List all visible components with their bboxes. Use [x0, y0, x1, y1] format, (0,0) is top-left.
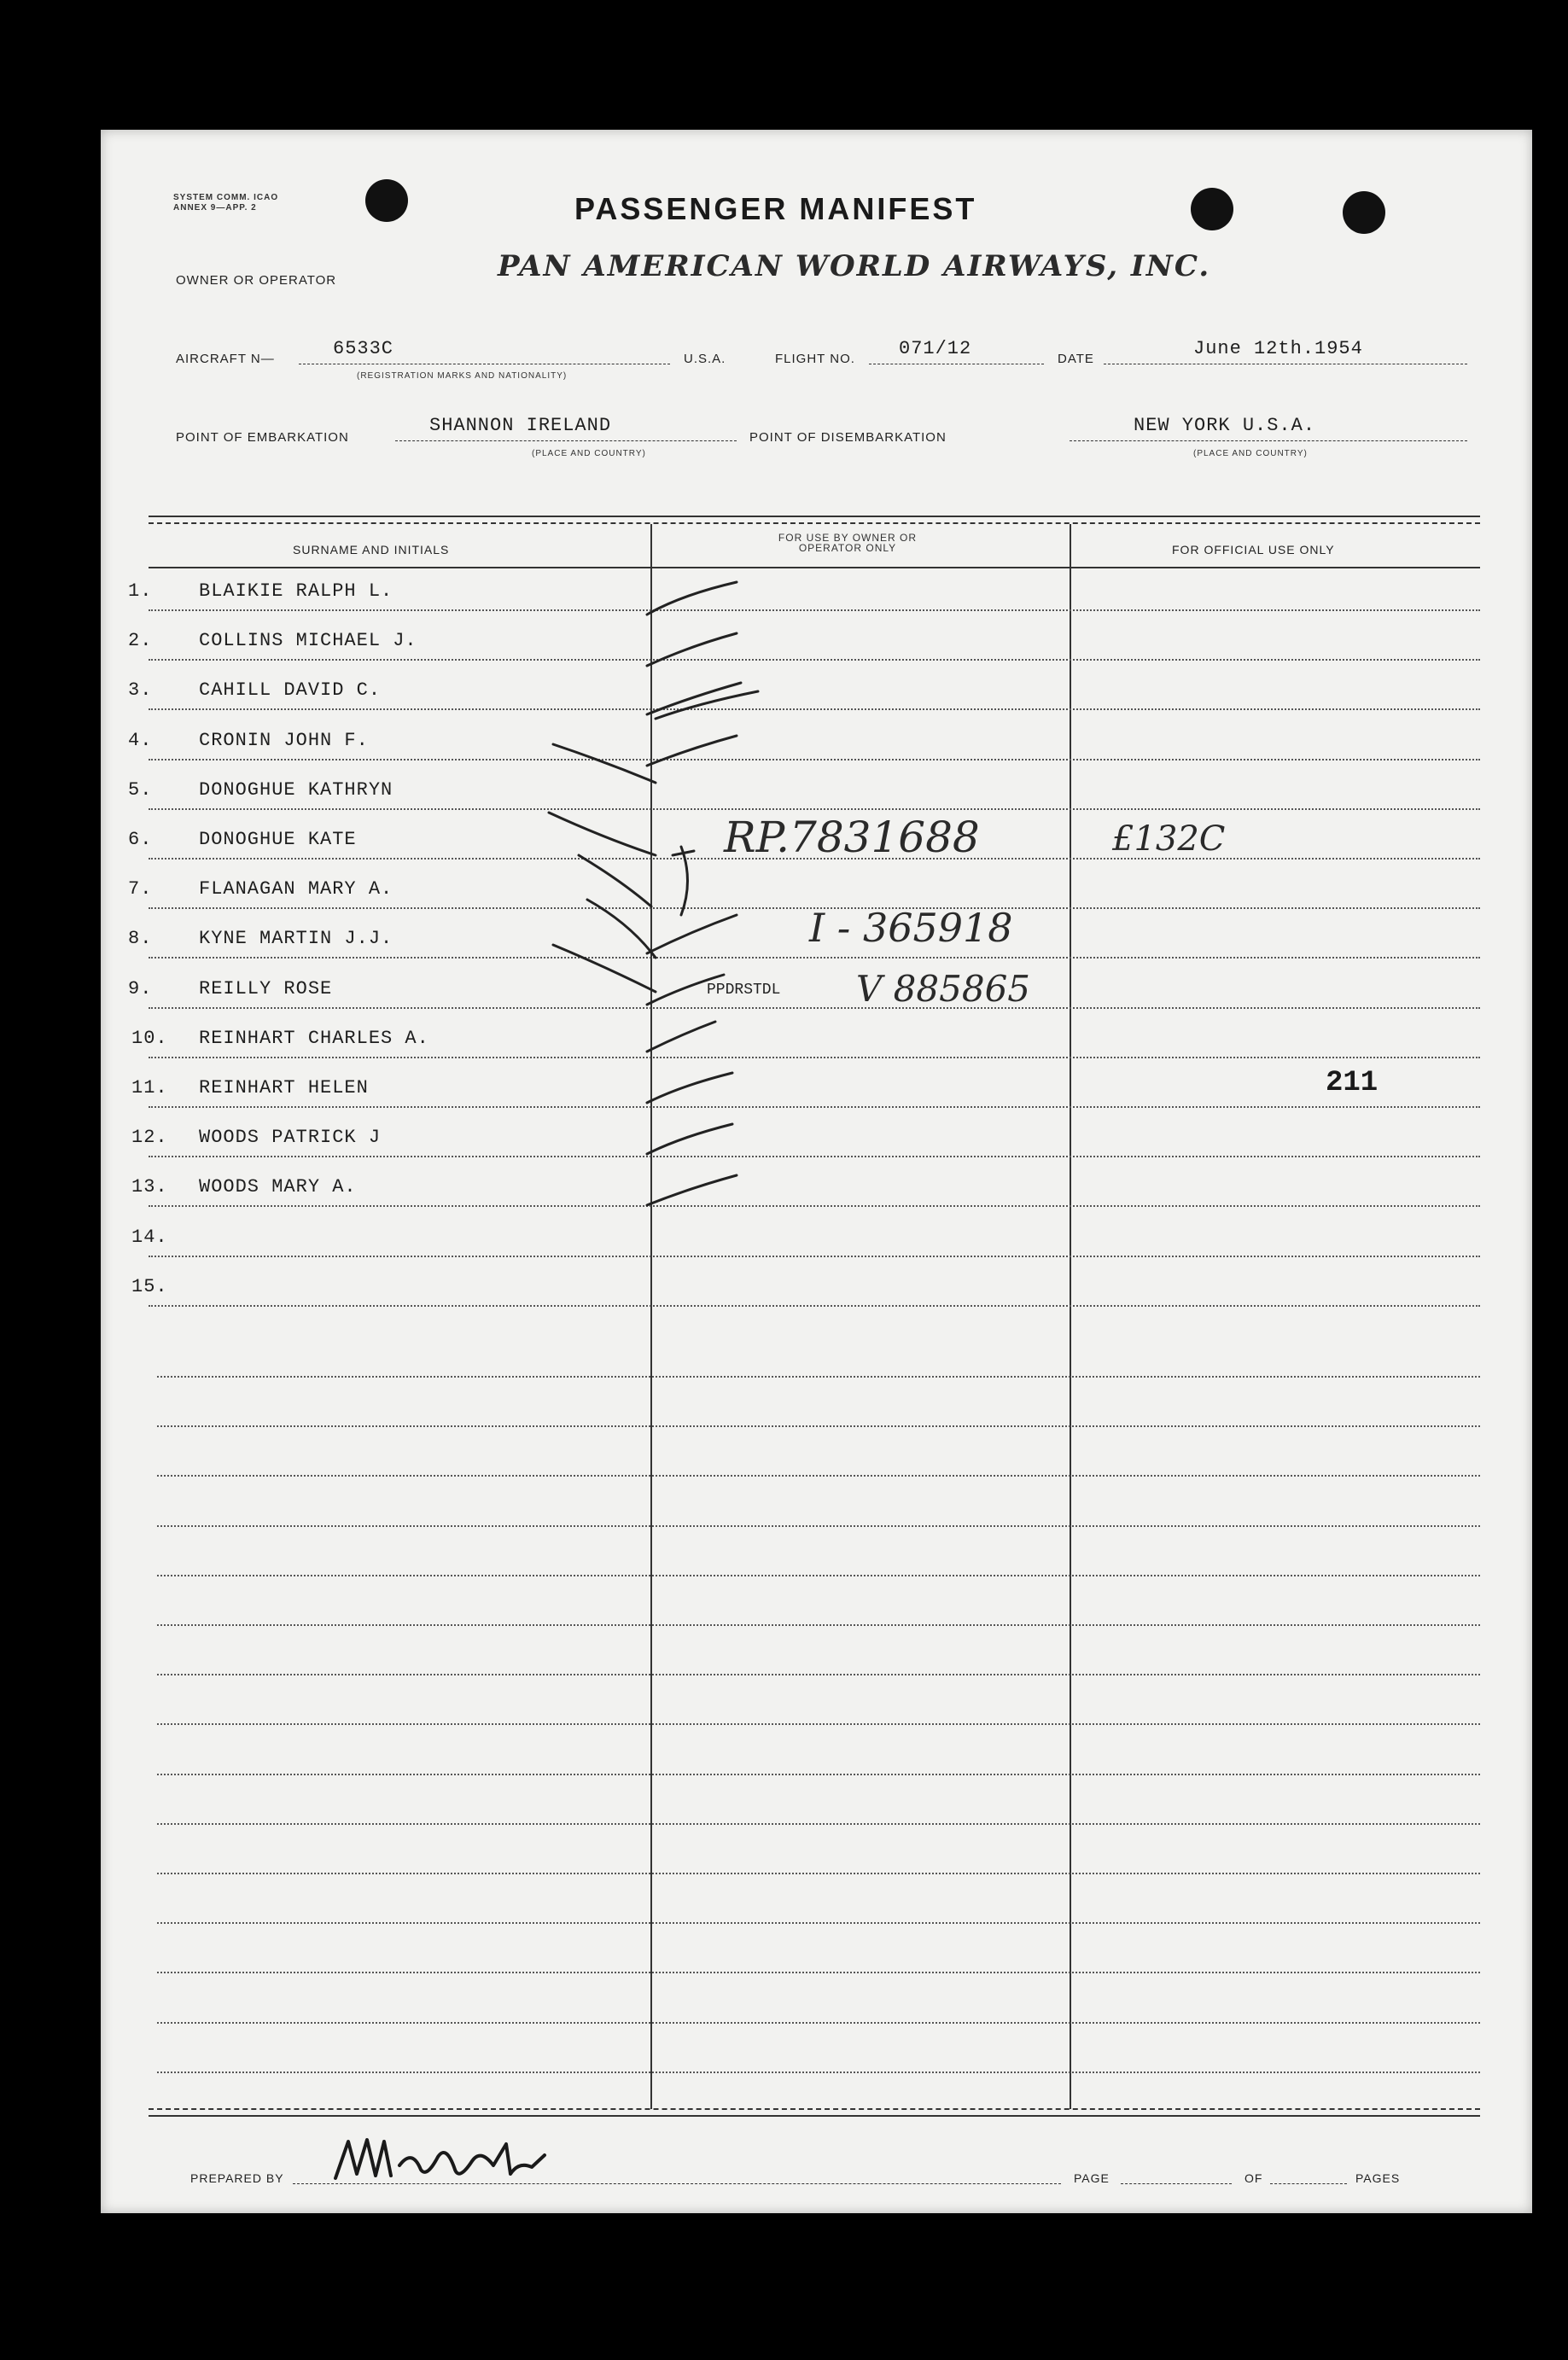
blank-rule: [157, 1475, 1480, 1477]
table-top-rule: [149, 516, 1480, 517]
official-use-value: 211: [1326, 1067, 1379, 1099]
page-title: PASSENGER MANIFEST: [574, 191, 977, 226]
punch-hole-right-1: [1191, 188, 1233, 230]
row-number: 1.: [128, 580, 153, 602]
passenger-name: WOODS PATRICK J: [199, 1127, 382, 1149]
form-code: SYSTEM COMM. ICAO ANNEX 9—APP. 2: [173, 193, 279, 213]
check-mark: [673, 847, 694, 915]
annotation-row8-id: I - 365918: [809, 905, 1013, 951]
row-number: 8.: [128, 928, 153, 950]
date-value: June 12th.1954: [1193, 338, 1363, 359]
row-number: 4.: [128, 729, 153, 751]
row-number: 6.: [128, 829, 153, 850]
check-mark: [553, 945, 656, 992]
annotation-row6-passport: RP.7831688: [724, 813, 980, 862]
prepared-by-label: PREPARED BY: [190, 2171, 284, 2185]
row-number: 7.: [128, 878, 153, 900]
blank-rule: [157, 1723, 1480, 1725]
row-number: 10.: [131, 1027, 168, 1049]
passenger-name: CRONIN JOHN F.: [199, 729, 369, 751]
col-divider-2: [1070, 524, 1071, 2109]
embark-underline: [395, 440, 737, 441]
blank-rule: [157, 1425, 1480, 1427]
embark-note: (PLACE AND COUNTRY): [532, 449, 646, 458]
row-number: 14.: [131, 1226, 168, 1248]
col-owner-header: FOR USE BY OWNER OR OPERATOR ONLY: [778, 532, 918, 554]
blank-rule: [157, 2072, 1480, 2073]
disembark-value: NEW YORK U.S.A.: [1134, 415, 1316, 436]
check-mark: [553, 744, 656, 783]
manifest-page: [101, 130, 1532, 2213]
check-mark: [647, 633, 737, 666]
passenger-name: CAHILL DAVID C.: [199, 679, 382, 702]
blank-rule: [157, 1624, 1480, 1626]
blank-rule: [157, 2022, 1480, 2024]
check-mark: [647, 1022, 715, 1052]
annotation-row9-typed: PPDRSTDL: [707, 982, 781, 999]
blank-rule: [157, 1823, 1480, 1825]
passenger-name: FLANAGAN MARY A.: [199, 878, 393, 900]
check-mark: [647, 582, 737, 615]
passenger-name: COLLINS MICHAEL J.: [199, 630, 417, 652]
passenger-name: DONOGHUE KATHRYN: [199, 778, 393, 801]
prepared-underline: [293, 2183, 1061, 2184]
table-top-rule-2: [149, 522, 1480, 524]
aircraft-value: 6533C: [333, 338, 394, 359]
row-number: 2.: [128, 630, 153, 652]
footer-rule-2: [149, 2115, 1480, 2117]
signature: [331, 2131, 553, 2191]
row-number: 15.: [131, 1275, 168, 1297]
punch-hole-right-2: [1343, 191, 1385, 234]
owner-value: PAN AMERICAN WORLD AIRWAYS, INC.: [498, 249, 1211, 283]
col-surname-header: SURNAME AND INITIALS: [293, 543, 450, 556]
check-mark: [647, 1124, 732, 1154]
pages-label: PAGES: [1355, 2171, 1401, 2185]
row-number: 11.: [131, 1077, 168, 1098]
passenger-name: REINHART CHARLES A.: [199, 1027, 429, 1049]
check-mark: [647, 1073, 732, 1103]
blank-rule: [157, 1972, 1480, 1973]
flight-value: 071/12: [899, 338, 972, 359]
check-mark: [647, 736, 737, 766]
embark-value: SHANNON IRELAND: [429, 415, 612, 436]
row-number: 3.: [128, 679, 153, 702]
blank-rule: [157, 1774, 1480, 1775]
check-mark: [587, 900, 656, 958]
passenger-name: BLAIKIE RALPH L.: [199, 580, 393, 602]
punch-hole-left: [365, 179, 408, 222]
check-mark: [549, 813, 656, 855]
page-underline: [1121, 2183, 1232, 2184]
col-official-header: FOR OFFICIAL USE ONLY: [1172, 543, 1335, 556]
annotation-row9-id: V 885865: [856, 968, 1031, 1010]
blank-rule: [157, 1922, 1480, 1924]
disembark-label: POINT OF DISEMBARKATION: [749, 430, 947, 445]
check-mark: [647, 1175, 737, 1205]
date-label: DATE: [1058, 352, 1094, 366]
row-number: 13.: [131, 1176, 168, 1198]
blank-rule: [157, 1575, 1480, 1576]
of-underline: [1270, 2183, 1347, 2184]
of-label: OF: [1244, 2171, 1263, 2185]
check-mark: [579, 855, 651, 906]
aircraft-label: AIRCRAFT N—: [176, 352, 275, 366]
embark-label: POINT OF EMBARKATION: [176, 430, 349, 445]
aircraft-note: (REGISTRATION MARKS AND NATIONALITY): [357, 371, 568, 381]
passenger-name: DONOGHUE KATE: [199, 829, 357, 850]
passenger-name: REILLY ROSE: [199, 977, 333, 999]
passenger-name: WOODS MARY A.: [199, 1176, 357, 1198]
owner-label: OWNER OR OPERATOR: [176, 273, 337, 288]
blank-rule: [157, 1525, 1480, 1527]
row-number: 12.: [131, 1127, 168, 1149]
annotation-row6-amount: £132C: [1112, 819, 1226, 859]
flight-label: FLIGHT NO.: [775, 352, 855, 366]
blank-rule: [157, 1674, 1480, 1675]
row-number: 5.: [128, 778, 153, 801]
disembark-underline: [1070, 440, 1467, 441]
disembark-note: (PLACE AND COUNTRY): [1193, 449, 1308, 458]
check-mark: [647, 915, 737, 953]
blank-rule: [157, 1873, 1480, 1874]
blank-rule: [157, 1376, 1480, 1378]
passenger-name: KYNE MARTIN J.J.: [199, 928, 393, 950]
footer-rule: [149, 2108, 1480, 2110]
page-label: PAGE: [1074, 2171, 1110, 2185]
check-marks: [545, 556, 886, 1367]
passenger-name: REINHART HELEN: [199, 1077, 369, 1098]
row-number: 9.: [128, 977, 153, 999]
usa-label: U.S.A.: [684, 352, 726, 366]
